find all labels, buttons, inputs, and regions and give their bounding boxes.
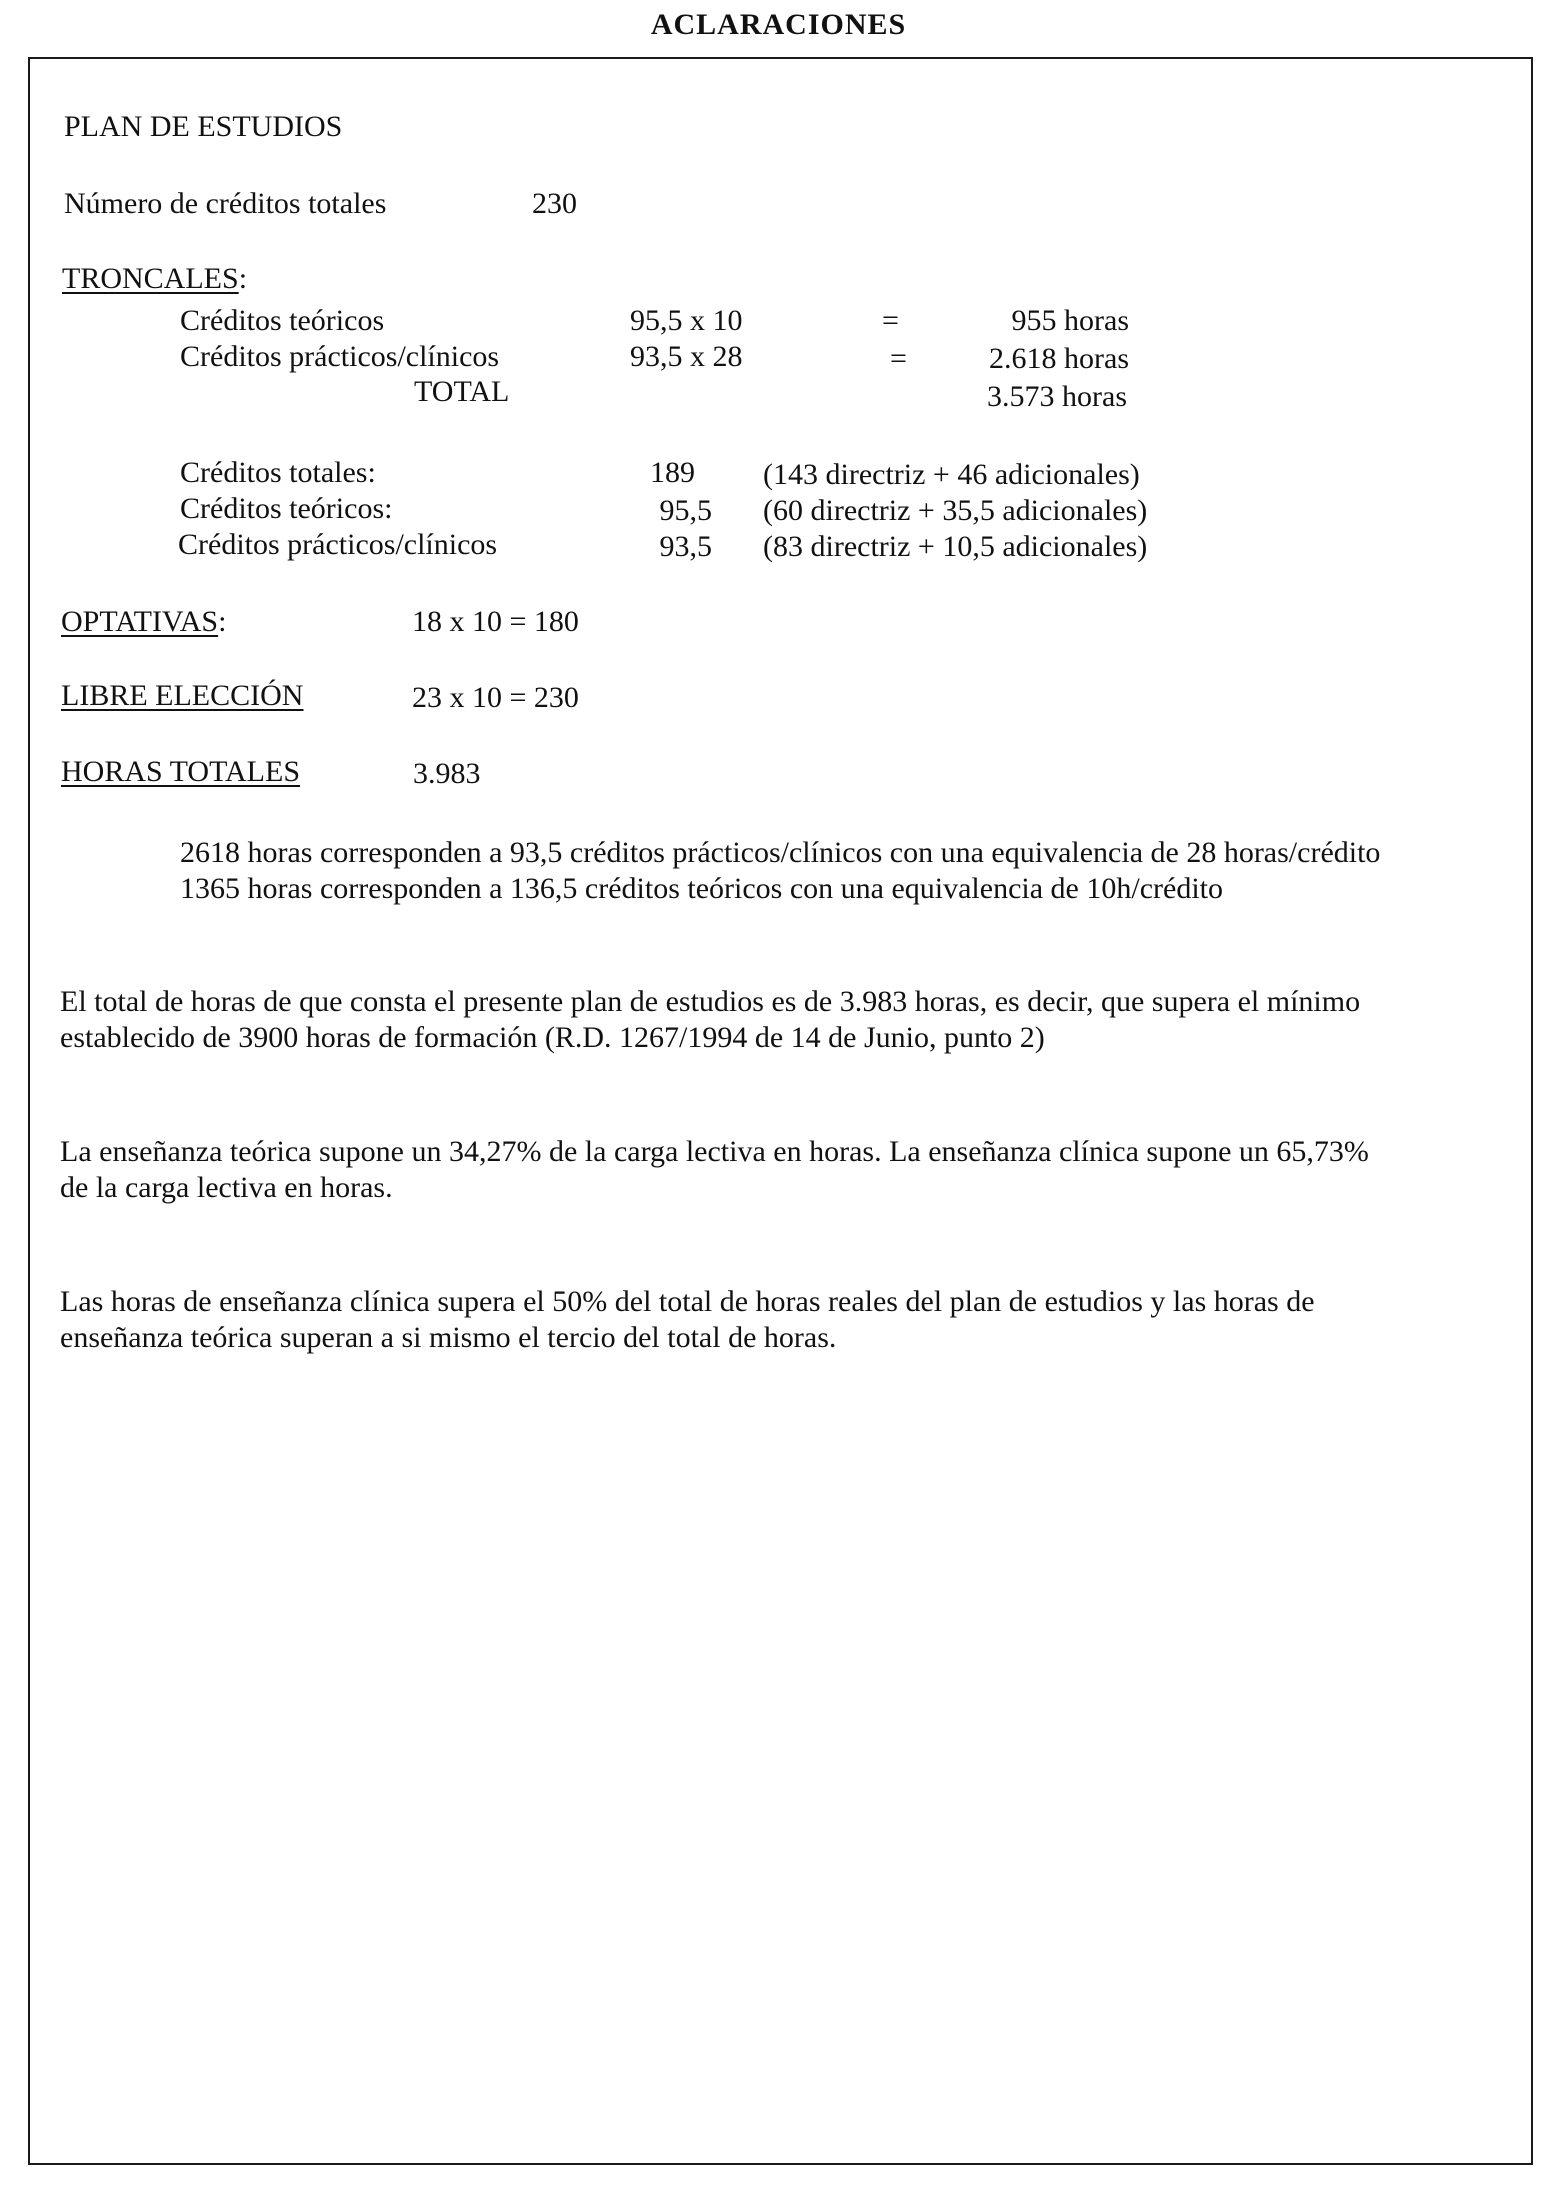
breakdown-label: Créditos prácticos/clínicos	[178, 528, 498, 561]
troncales-row-label: Créditos prácticos/clínicos	[180, 340, 500, 373]
paragraph-line: establecido de 3900 horas de formación (R.D. 1267/1994 de 14 de Junio, punto 2)	[60, 1021, 1045, 1054]
breakdown-value: 93,5	[659, 530, 712, 563]
troncales-row-equals: =	[882, 304, 899, 337]
troncales-row-label: Créditos teóricos	[180, 304, 385, 337]
plan-heading: PLAN DE ESTUDIOS	[64, 110, 343, 143]
optativas-heading-text: OPTATIVAS	[61, 605, 219, 638]
paragraph-line: La enseñanza teórica supone un 34,27% de la carga lectiva en horas. La enseñanza clínica supone un 65,73%	[60, 1135, 1369, 1168]
total-credits-label: Número de créditos totales	[64, 187, 387, 220]
troncales-row-calc: 95,5 x 10	[630, 304, 743, 337]
equivalence-line: 2618 horas corresponden a 93,5 créditos prácticos/clínicos con una equivalencia de 28 horas/crédito	[180, 836, 1381, 869]
page-title: ACLARACIONES	[650, 8, 907, 41]
paragraph-line: Las horas de enseñanza clínica supera el 50% del total de horas reales del plan de estudios y las horas de	[60, 1285, 1315, 1318]
breakdown-value: 189	[650, 456, 695, 489]
troncales-row-result: 955 horas	[1011, 304, 1129, 337]
equivalence-line: 1365 horas corresponden a 136,5 créditos teóricos con una equivalencia de 10h/crédito	[180, 872, 1223, 905]
troncales-heading	[62, 262, 247, 296]
breakdown-value: 95,5	[659, 494, 712, 527]
breakdown-detail: (83 directriz + 10,5 adicionales)	[763, 530, 1148, 563]
total-credits-value: 230	[532, 187, 577, 220]
troncales-colon: :	[238, 262, 248, 295]
optativas-heading	[61, 605, 226, 639]
paragraph-line: de la carga lectiva en horas.	[60, 1171, 393, 1204]
troncales-total-label: TOTAL	[414, 375, 510, 408]
optativas-value: 18 x 10 = 180	[412, 605, 579, 638]
breakdown-label: Créditos teóricos:	[180, 492, 393, 525]
horas-totales-heading: HORAS TOTALES	[61, 755, 301, 788]
breakdown-detail: (143 directriz + 46 adicionales)	[763, 458, 1140, 491]
horas-totales-value: 3.983	[413, 757, 481, 790]
troncales-total-value: 3.573 horas	[987, 380, 1127, 413]
paragraph-line: enseñanza teórica superan a si mismo el tercio del total de horas.	[60, 1321, 837, 1354]
troncales-heading-text: TRONCALES	[62, 262, 239, 295]
optativas-colon: :	[218, 605, 227, 638]
paragraph-line: El total de horas de que consta el presente plan de estudios es de 3.983 horas, es decir, que supera el mínimo	[60, 985, 1361, 1018]
breakdown-detail: (60 directriz + 35,5 adicionales)	[763, 494, 1148, 527]
troncales-row-result: 2.618 horas	[989, 342, 1129, 375]
libre-eleccion-value: 23 x 10 = 230	[412, 681, 579, 714]
libre-eleccion-heading: LIBRE ELECCIÓN	[61, 679, 304, 712]
troncales-row-calc: 93,5 x 28	[630, 340, 743, 373]
troncales-row-equals: =	[890, 342, 907, 375]
breakdown-label: Créditos totales:	[180, 456, 376, 489]
